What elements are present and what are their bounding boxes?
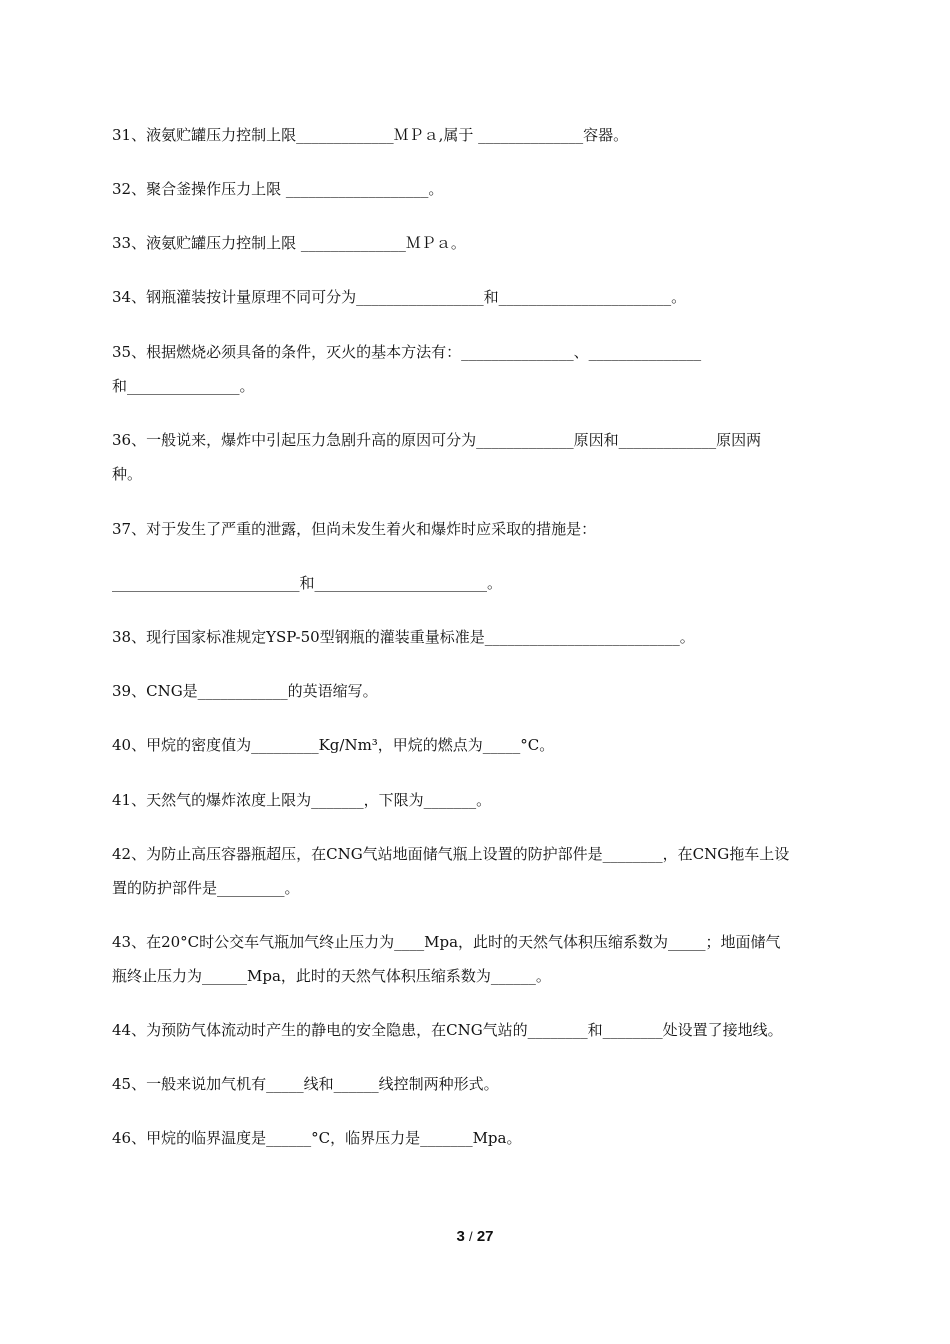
question-35-line-1: 35、根据燃烧必须具备的条件，灭火的基本方法有：_______________、_______________ bbox=[112, 343, 702, 361]
question-31: 31、液氨贮罐压力控制上限_____________ＭＰａ,属于 ______________容器。 bbox=[112, 126, 629, 144]
question-43-line-2: 瓶终止压力为______Mpa，此时的天然气体积压缩系数为______。 bbox=[112, 967, 551, 985]
question-37-line-1: 37、对于发生了严重的泄露，但尚未发生着火和爆炸时应采取的措施是： bbox=[112, 520, 597, 538]
question-37-line-2: _________________________和_______________________。 bbox=[112, 574, 503, 592]
question-44: 44、为预防气体流动时产生的静电的安全隐患，在CNG气站的________和________处设置了接地线。 bbox=[112, 1021, 783, 1039]
page-number bbox=[0, 1228, 950, 1245]
question-43-line-1: 43、在20°C时公交车气瓶加气终止压力为____Mpa，此时的天然气体积压缩系数为_____；地面储气 bbox=[112, 933, 781, 951]
question-39: 39、CNG是____________的英语缩写。 bbox=[112, 682, 378, 700]
question-36-line-2: 种。 bbox=[112, 465, 143, 483]
question-35-line-2: 和_______________。 bbox=[112, 377, 255, 395]
question-40: 40、甲烷的密度值为_________Kg/Nm³，甲烷的燃点为_____°C。 bbox=[112, 736, 555, 754]
question-36-line-1: 36、一般说来，爆炸中引起压力急剧升高的原因可分为_____________原因和_____________原因两 bbox=[112, 431, 762, 449]
current-page-number: 3 bbox=[456, 1228, 465, 1245]
question-34: 34、钢瓶灌装按计量原理不同可分为_________________和_______________________。 bbox=[112, 288, 687, 306]
question-32: 32、聚合釜操作压力上限 ___________________。 bbox=[112, 180, 444, 198]
page-separator: / bbox=[469, 1229, 473, 1244]
question-45: 45、一般来说加气机有_____线和______线控制两种形式。 bbox=[112, 1075, 499, 1093]
question-42-line-1: 42、为防止高压容器瓶超压，在CNG气站地面储气瓶上设置的防护部件是________，在CNG拖车上设 bbox=[112, 845, 790, 863]
question-41: 41、天然气的爆炸浓度上限为_______，下限为_______。 bbox=[112, 791, 492, 809]
total-pages: 27 bbox=[476, 1228, 494, 1245]
question-38: 38、现行国家标准规定YSP-50型钢瓶的灌装重量标准是__________________________。 bbox=[112, 628, 695, 646]
question-42-line-2: 置的防护部件是_________。 bbox=[112, 879, 300, 897]
question-46: 46、甲烷的临界温度是______°C，临界压力是_______Mpa。 bbox=[112, 1129, 522, 1147]
question-33: 33、液氨贮罐压力控制上限 ______________ＭＰａ。 bbox=[112, 234, 466, 252]
